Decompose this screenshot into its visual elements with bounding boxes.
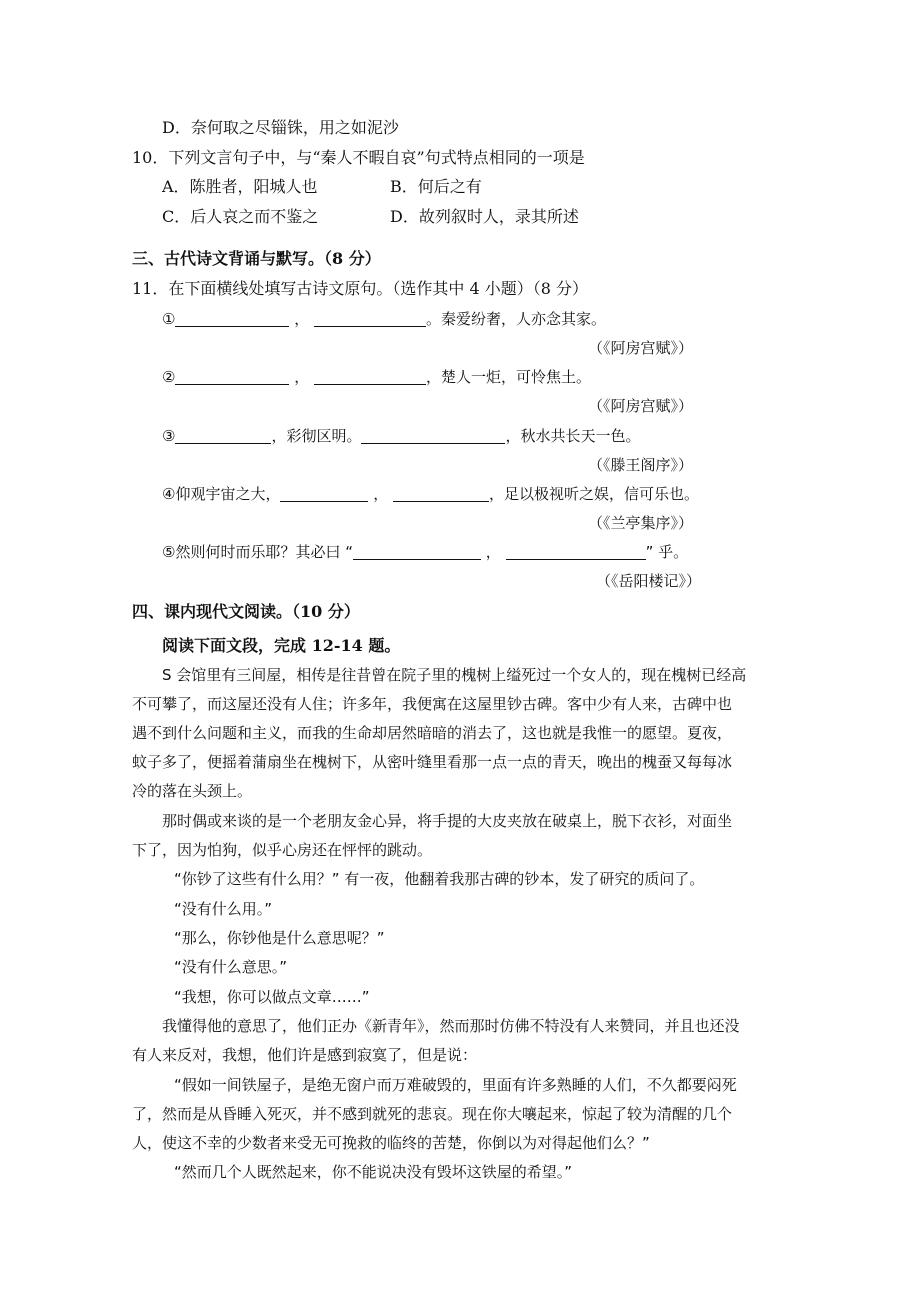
q11-item-4	[162, 483, 699, 505]
item-separator: ，	[294, 310, 310, 328]
item-source: （《岳阳楼记》）	[596, 572, 702, 590]
q11-item-2	[162, 366, 591, 388]
item-number: ⑤	[162, 543, 176, 561]
answer-blank[interactable]	[175, 427, 271, 444]
answer-blank[interactable]	[353, 543, 481, 560]
item-number: ④	[162, 485, 176, 503]
item-lead: 仰观宇宙之大，	[175, 485, 281, 503]
answer-blank[interactable]	[175, 368, 289, 385]
item-tail: 。秦爱纷奢，人亦念其家。	[426, 310, 607, 328]
item-middle: ，彩彻区明。	[271, 427, 362, 445]
answer-blank[interactable]	[506, 543, 646, 560]
q11-stem: 11．在下面横线处填写古诗文原句。（选作其中 4 小题）（8 分）	[132, 279, 588, 298]
answer-blank[interactable]	[314, 368, 426, 385]
passage-line: 不可攀了，而这屋还没有人住；许多年，我便寓在这屋里钞古碑。客中少有人来，古碑中也	[132, 695, 733, 713]
passage-line: 冷的落在头颈上。	[132, 782, 253, 800]
item-separator: ，	[294, 368, 310, 386]
item-number: ①	[162, 310, 176, 328]
q9-option-d: D．奈何取之尽锱铢，用之如泥沙	[162, 118, 399, 137]
passage-line: 了，然而是从昏睡入死灭，并不感到就死的悲哀。现在你大嚷起来，惊起了较为清醒的几个	[132, 1105, 733, 1123]
answer-blank[interactable]	[280, 485, 368, 502]
item-separator: ，	[485, 543, 501, 561]
passage-line: 有人来反对，我想，他们许是感到寂寞了，但是说：	[132, 1046, 478, 1064]
q10-option-c: C．后人哀之而不鉴之	[162, 207, 319, 226]
item-tail: ，秋水共长天一色。	[505, 427, 641, 445]
item-source: （《滕王阁序》）	[588, 456, 694, 474]
q10-stem: 10．下列文言句子中，与“秦人不暇自哀”句式特点相同的一项是	[132, 148, 585, 167]
answer-blank[interactable]	[361, 427, 505, 444]
item-separator: ，	[373, 485, 389, 503]
passage-line: “假如一间铁屋子，是绝无窗户而万难破毁的，里面有许多熟睡的人们，不久都要闷死	[174, 1076, 737, 1094]
answer-blank[interactable]	[314, 310, 426, 327]
item-source: （《阿房宫赋》）	[588, 339, 694, 357]
item-source: （《阿房宫赋》）	[588, 397, 694, 415]
item-number: ②	[162, 368, 176, 386]
passage-line: 遇不到什么问题和主义，而我的生命却居然暗暗的消去了，这也就是我惟一的愿望。夏夜，	[132, 724, 733, 742]
passage-line: 蚊子多了，便摇着蒲扇坐在槐树下，从密叶缝里看那一点一点的青天，晚出的槐蚕又每每冰	[132, 753, 733, 771]
passage-line: “没有什么用。”	[174, 900, 273, 918]
q11-item-1	[162, 308, 606, 330]
passage-line: 那时偶或来谈的是一个老朋友金心异，将手提的大皮夹放在破桌上，脱下衣衫，对面坐	[162, 812, 733, 830]
answer-blank[interactable]	[175, 310, 289, 327]
passage-line: 人，使这不幸的少数者来受无可挽救的临终的苦楚，你倒以为对得起他们么？”	[132, 1134, 650, 1152]
item-tail: ，楚人一炬，可怜焦土。	[426, 368, 592, 386]
passage-line: “那么，你钞他是什么意思呢？”	[174, 929, 385, 947]
q10-option-a: A．陈胜者，阳城人也	[162, 177, 318, 196]
q11-item-3	[162, 425, 640, 447]
item-source: （《兰亭集序》）	[588, 514, 694, 532]
passage-line: 我懂得他的意思了，他们正办《新青年》，然而那时仿佛不特没有人来赞同，并且也还没	[162, 1017, 740, 1035]
passage-line: “然而几个人既然起来，你不能说决没有毁坏这铁屋的希望。”	[174, 1163, 573, 1181]
q10-option-d: D．故列叙时人，录其所述	[390, 207, 579, 226]
q11-item-5	[162, 541, 688, 563]
passage-line: 下了，因为怕狗，似乎心房还在怦怦的跳动。	[132, 841, 433, 859]
passage-line: “没有什么意思。”	[174, 958, 288, 976]
section3-heading: 三、古代诗文背诵与默写。（8 分）	[132, 249, 381, 268]
passage-line: “你钞了这些有什么用？” 有一夜，他翻着我那古碑的钞本，发了研究的质问了。	[174, 870, 705, 888]
section4-heading: 四、课内现代文阅读。（10 分）	[132, 602, 360, 621]
q10-option-b: B．何后之有	[390, 177, 482, 196]
item-number: ③	[162, 427, 176, 445]
passage-line: S 会馆里有三间屋，相传是往昔曾在院子里的槐树上缢死过一个女人的，现在槐树已经高	[162, 666, 747, 684]
reading-instruction: 阅读下面文段，完成 12-14 题。	[162, 636, 401, 655]
item-tail: ” 乎。	[645, 543, 689, 561]
answer-blank[interactable]	[393, 485, 489, 502]
item-lead: 然则何时而乐耶？其必曰 “	[175, 543, 353, 561]
passage-line: “我想，你可以做点文章……”	[174, 988, 370, 1006]
item-tail: ，足以极视听之娱，信可乐也。	[489, 485, 700, 503]
